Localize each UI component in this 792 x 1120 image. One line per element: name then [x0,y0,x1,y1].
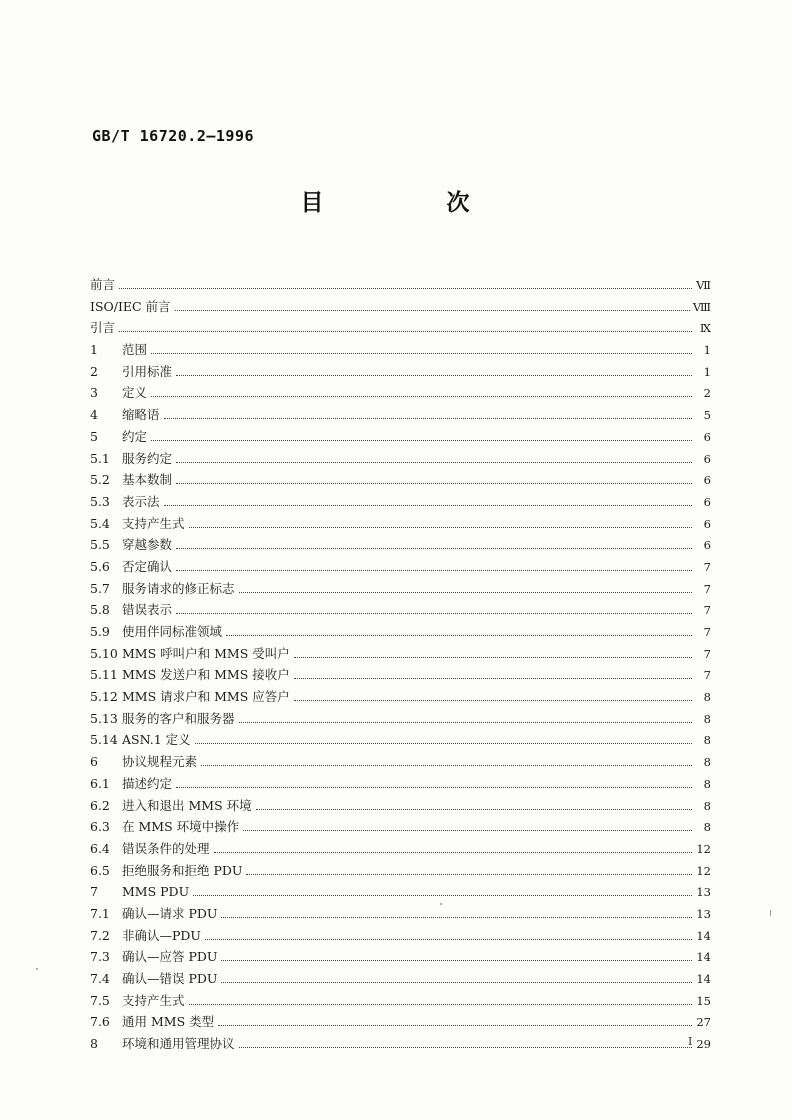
toc-entry-title: 支持产生式 [122,515,185,531]
toc-entry[interactable] [90,838,711,860]
toc-entry-title: 范围 [122,342,148,358]
toc-entry[interactable] [90,990,711,1012]
toc-entry-page: 8 [703,798,711,813]
toc-entry-page: 29 [696,1037,711,1052]
toc-entry[interactable] [90,339,711,361]
toc-entry[interactable] [90,534,711,556]
toc-entry[interactable] [90,556,711,578]
toc-entry-page: 15 [696,993,711,1008]
toc-entry-page: 7 [703,603,711,618]
toc-entry-page: 13 [696,906,711,921]
toc-entry[interactable] [90,426,711,448]
toc-entry-page: 7 [703,559,711,574]
toc-entry-number: 5 [90,428,98,444]
toc-entry[interactable] [90,860,711,882]
toc-entry-page: 6 [703,494,711,509]
toc-entry-title: 定义 [122,385,148,401]
toc-entry-number: 5.5 [90,537,110,553]
toc-entry[interactable] [90,708,711,730]
toc-entry-title: 前言 [90,277,116,292]
toc-entry-page: 13 [696,885,711,900]
toc-entry-number: 5.11 [90,667,118,683]
toc-entry-page: 27 [696,1015,711,1030]
toc-entry-page: 6 [703,516,711,531]
toc-entry-number: 7.5 [90,992,110,1008]
toc-entry-title: ASN.1 定义 [122,732,191,748]
toc-entry-number: 7.3 [90,949,110,965]
toc-entry-title: 拒绝服务和拒绝 PDU [122,862,243,878]
toc-dot-leader [176,483,692,484]
toc-entry-title: 进入和退出 MMS 环境 [122,797,252,813]
toc-entry[interactable] [90,469,711,491]
toc-entry[interactable] [90,448,711,470]
table-of-contents [90,274,711,1055]
toc-dot-leader [176,462,692,463]
scan-speck [36,968,38,970]
toc-entry-page: 7 [703,625,711,639]
toc-entry-number: 2 [90,363,98,379]
toc-entry-page: 8 [703,733,711,748]
toc-entry-page: 14 [696,950,711,965]
toc-entry-number: 6.5 [90,862,110,878]
toc-entry-number: 5.10 [90,645,118,661]
toc-entry-page: 1 [703,343,711,358]
toc-dot-leader [119,288,692,289]
toc-entry-title: 支持产生式 [122,992,185,1008]
toc-entry-number: 5.2 [90,472,110,488]
toc-entry-title: 服务的客户和服务器 [122,710,235,726]
toc-entry-number: 6 [90,754,98,770]
toc-entry-title: 确认—应答 PDU [122,949,218,965]
toc-entry-number: 6.3 [90,819,110,835]
toc-entry-title: MMS PDU [122,884,190,900]
toc-dot-leader [239,592,692,593]
toc-entry[interactable] [90,578,711,600]
toc-entry-page: 14 [696,928,711,943]
toc-entry-number: 5.8 [90,602,110,618]
toc-dot-leader [201,765,692,766]
toc-entry[interactable] [90,946,711,968]
toc-entry[interactable] [90,816,711,838]
toc-dot-leader [294,657,692,658]
toc-dot-leader [221,982,692,983]
toc-entry-title: 环境和通用管理协议 [122,1036,235,1052]
toc-entry-page: 14 [696,972,711,986]
toc-entry[interactable] [90,881,711,903]
toc-entry-page: 7 [703,668,711,683]
toc-entry[interactable] [90,925,711,947]
toc-entry-page: 12 [696,841,711,856]
toc-heading: 目 次 [300,190,520,216]
toc-entry-page: 5 [703,408,711,423]
toc-entry-title: 确认—错误 PDU [122,971,218,986]
toc-entry-page: 12 [696,863,711,878]
toc-entry[interactable] [90,795,711,817]
toc-entry-title: MMS 呼叫户和 MMS 受叫户 [122,645,290,661]
toc-dot-leader [243,830,692,831]
toc-entry-title: 使用伴同标准领域 [122,624,223,639]
toc-dot-leader [189,527,692,528]
toc-entry[interactable] [90,643,711,665]
toc-entry[interactable] [90,491,711,513]
toc-dot-leader [176,787,692,788]
toc-entry-number: 7.4 [90,971,110,986]
toc-entry-page: Ⅷ [692,299,711,314]
toc-dot-leader [195,743,692,744]
scan-speck [770,910,771,916]
toc-dot-leader [176,548,692,549]
toc-entry-number: 5.1 [90,450,110,466]
toc-dot-leader [221,917,692,918]
toc-entry-number: 7.2 [90,927,110,943]
toc-entry-page: 1 [703,364,711,379]
toc-entry-page: 7 [703,646,711,661]
toc-dot-leader [119,331,692,332]
toc-entry[interactable] [90,686,711,708]
toc-dot-leader [246,874,692,875]
toc-entry-number: 1 [90,342,98,358]
toc-entry-page: 6 [703,538,711,553]
toc-entry-number: 7.6 [90,1014,110,1030]
toc-entry[interactable] [90,296,711,318]
toc-entry[interactable] [90,404,711,426]
toc-entry-number: 4 [90,407,98,423]
toc-entry[interactable] [90,968,711,990]
toc-entry-title: 确认—请求 PDU [122,905,218,921]
toc-entry-title: 服务约定 [122,450,173,466]
toc-dot-leader [151,353,692,354]
toc-dot-leader [218,1025,692,1026]
toc-dot-leader [176,613,692,614]
toc-dot-leader [294,678,692,679]
toc-dot-leader [193,895,692,896]
toc-dot-leader [151,396,692,397]
toc-dot-leader [221,960,692,961]
toc-entry[interactable] [90,773,711,795]
toc-entry-title: 约定 [122,428,148,444]
toc-entry[interactable] [90,621,711,643]
toc-entry-number: 5.13 [90,710,118,726]
toc-dot-leader [175,310,690,311]
toc-entry-page: 2 [703,386,711,401]
toc-entry-page: 8 [703,690,711,705]
toc-dot-leader [176,570,692,571]
toc-entry-page: Ⅸ [699,321,711,336]
toc-entry-page: 8 [703,820,711,835]
toc-entry[interactable] [90,317,711,339]
toc-entry-page: 8 [703,755,711,770]
toc-entry-title: 描述约定 [122,775,173,791]
toc-entry-title: 错误条件的处理 [122,840,210,856]
toc-entry-number: 5.4 [90,515,110,531]
toc-entry[interactable] [90,599,711,621]
toc-entry-number: 6.2 [90,797,110,813]
toc-entry-title: 非确认—PDU [122,927,201,943]
toc-entry-title: 服务请求的修正标志 [122,580,235,596]
toc-entry[interactable] [90,382,711,404]
toc-dot-leader [239,1047,692,1048]
toc-dot-leader [205,939,692,940]
toc-entry-page: 8 [703,776,711,791]
toc-entry[interactable] [90,1033,711,1055]
toc-entry-title: ISO/IEC 前言 [90,298,171,314]
toc-entry-title: MMS 请求户和 MMS 应答户 [122,689,290,705]
toc-dot-leader [239,722,692,723]
toc-entry[interactable] [90,664,711,686]
toc-entry[interactable] [90,903,711,925]
toc-dot-leader [226,635,692,636]
toc-entry-number: 5.7 [90,580,110,596]
toc-entry-page: Ⅶ [696,278,711,292]
toc-dot-leader [151,440,692,441]
toc-entry-number: 7 [90,884,98,900]
toc-entry-page: 8 [703,711,711,726]
toc-entry[interactable] [90,751,711,773]
scan-speck [440,903,442,905]
toc-entry-number: 6.1 [90,775,110,791]
toc-entry[interactable] [90,361,711,383]
toc-entry[interactable] [90,1011,711,1033]
toc-entry-title: 否定确认 [122,558,173,574]
toc-dot-leader [176,375,692,376]
toc-entry[interactable] [90,513,711,535]
toc-entry-title: 引言 [90,320,116,336]
toc-entry-title: 在 MMS 环境中操作 [122,819,240,835]
toc-entry-number: 6.4 [90,840,110,856]
toc-entry-number: 5.12 [90,689,118,705]
toc-dot-leader [164,418,692,419]
toc-entry-title: 表示法 [122,493,160,509]
toc-entry-title: 通用 MMS 类型 [122,1014,215,1030]
toc-entry-number: 5.3 [90,493,110,509]
toc-entry-number: 8 [90,1036,98,1052]
toc-dot-leader [256,809,692,810]
toc-entry-page: 6 [703,451,711,466]
toc-entry[interactable] [90,729,711,751]
toc-entry-number: 5.9 [90,624,110,639]
toc-dot-leader [189,1004,692,1005]
toc-entry-page: 7 [703,581,711,596]
toc-entry-number: 7.1 [90,905,110,921]
toc-entry-title: 基本数制 [122,472,173,488]
toc-entry-number: 5.6 [90,558,110,574]
toc-entry[interactable] [90,274,711,296]
toc-dot-leader [214,852,692,853]
toc-entry-number: 5.14 [90,732,118,748]
toc-entry-title: 协议规程元素 [122,754,198,770]
toc-entry-title: 缩略语 [122,407,160,423]
toc-entry-page: 6 [703,429,711,444]
document-code: GB/T 16720.2—1996 [92,127,255,145]
toc-entry-title: 穿越参数 [122,537,173,553]
toc-entry-title: 引用标准 [122,363,173,379]
toc-entry-page: 6 [703,473,711,488]
toc-entry-title: MMS 发送户和 MMS 接收户 [122,667,290,683]
toc-entry-number: 3 [90,385,98,401]
toc-dot-leader [164,505,692,506]
page-number: I [688,1035,693,1048]
toc-entry-title: 错误表示 [122,602,173,618]
toc-dot-leader [294,700,692,701]
